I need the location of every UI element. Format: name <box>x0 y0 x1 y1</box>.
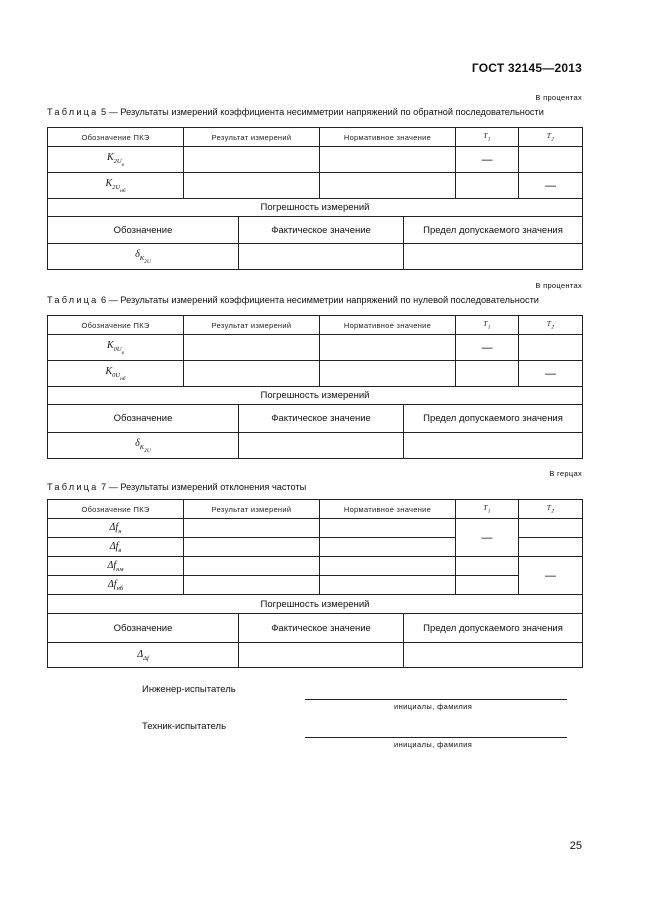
table5-head-t2: $T_2$ <box>519 128 583 147</box>
table7-t1-cell <box>456 576 519 595</box>
table5-error-head-limit: Предел допускаемого значения <box>404 217 583 244</box>
table5-t2-cell: — <box>519 173 583 199</box>
technician-signature-line[interactable] <box>305 737 567 738</box>
table6 <box>47 315 583 405</box>
table7-normative-cell[interactable] <box>320 576 456 595</box>
table6-error-head-designation: Обозначение <box>48 405 239 433</box>
table7-normative-cell[interactable] <box>320 538 456 557</box>
table5-result-cell[interactable] <box>184 147 320 173</box>
table7-head-result: Результат измерений <box>184 500 320 519</box>
engineer-signature-hint: инициалы, фамилия <box>394 702 473 711</box>
table5-symbol-cell: $K_{2U_в}$ <box>48 147 184 173</box>
table5-error-table <box>47 216 583 270</box>
engineer-signature-line[interactable] <box>305 699 567 700</box>
table7-result-cell[interactable] <box>184 576 320 595</box>
table5-error-limit-cell[interactable] <box>404 244 583 270</box>
table7-error-head-actual: Фактическое значение <box>239 614 404 643</box>
table5-symbol-cell: $K_{2U_{нб}}$ <box>48 173 184 199</box>
table7-caption-text: 7 — Результаты измерений отклонения частоты <box>98 482 307 492</box>
table6-caption-label: Таблица <box>47 295 99 305</box>
table7-unit: В герцах <box>549 469 582 478</box>
table5-t2-cell <box>519 147 583 173</box>
table-row <box>48 147 583 173</box>
table6-result-cell[interactable] <box>184 335 320 361</box>
table6-error-limit-cell[interactable] <box>404 433 583 459</box>
table6-symbol-cell: $K_{0U_{нб}}$ <box>48 361 184 387</box>
table6-caption <box>47 295 539 305</box>
table7-error-symbol: $\Delta_{\Delta f}$ <box>48 643 239 668</box>
table6-normative-cell[interactable] <box>320 361 456 387</box>
table7-head-t2: $T_2$ <box>519 500 583 519</box>
table-row <box>48 643 583 668</box>
table6-t1-cell: — <box>456 335 519 361</box>
table5-error-actual-cell[interactable] <box>239 244 404 270</box>
table6-normative-cell[interactable] <box>320 335 456 361</box>
table7-symbol-cell: $\Delta f_{нб}$ <box>48 576 184 595</box>
table7-error-actual-cell[interactable] <box>239 643 404 668</box>
table7-caption <box>47 482 306 492</box>
table7-normative-cell[interactable] <box>320 557 456 576</box>
table7-t2-cell <box>519 519 583 538</box>
table6-error-symbol: $\delta_{K_{2U}}$ <box>48 433 239 459</box>
table7-t2-cell <box>519 538 583 557</box>
table6-caption-text: 6 — Результаты измерений коэффициента несимметрии напряжений по нулевой последовательности <box>98 295 539 305</box>
table7-symbol-cell: $\Delta f_в$ <box>48 538 184 557</box>
table6-error-title: Погрешность измерений <box>48 387 583 405</box>
technician-label: Техник-испытатель <box>142 721 227 732</box>
table6-t1-cell <box>456 361 519 387</box>
table6-error-actual-cell[interactable] <box>239 433 404 459</box>
table-row <box>48 557 583 576</box>
table5-t1-cell <box>456 173 519 199</box>
table7-caption-label: Таблица <box>47 482 99 492</box>
table6-error-head-limit: Предел допускаемого значения <box>404 405 583 433</box>
table7-result-cell[interactable] <box>184 538 320 557</box>
table5-caption <box>47 107 544 117</box>
table7-t1-merged-cell: — <box>456 519 519 557</box>
table7-error-limit-cell[interactable] <box>404 643 583 668</box>
table7-head-normative: Нормативное значение <box>320 500 456 519</box>
table7-head-t1: $T_1$ <box>456 500 519 519</box>
table5 <box>47 127 583 217</box>
table5-normative-cell[interactable] <box>320 147 456 173</box>
table6-error-head-actual: Фактическое значение <box>239 405 404 433</box>
table7-symbol-cell: $\Delta f_н$ <box>48 519 184 538</box>
table6-error-table <box>47 404 583 459</box>
table-row <box>48 576 583 595</box>
table7-t1-cell <box>456 557 519 576</box>
table7-error-head-limit: Предел допускаемого значения <box>404 614 583 643</box>
table7 <box>47 499 583 614</box>
table7-error-title: Погрешность измерений <box>48 595 583 614</box>
technician-signature-hint: инициалы, фамилия <box>394 740 473 749</box>
table5-head-normative: Нормативное значение <box>320 128 456 147</box>
table5-error-title: Погрешность измерений <box>48 199 583 217</box>
table-row <box>48 361 583 387</box>
table7-head-designation: Обозначение ПКЭ <box>48 500 184 519</box>
table6-t2-cell: — <box>519 361 583 387</box>
engineer-label: Инженер-испытатель <box>142 684 236 695</box>
table7-result-cell[interactable] <box>184 557 320 576</box>
table7-t2-merged-cell: — <box>519 557 583 595</box>
table-row <box>48 519 583 538</box>
table6-head-normative: Нормативное значение <box>320 316 456 335</box>
table6-result-cell[interactable] <box>184 361 320 387</box>
table5-caption-text: 5 — Результаты измерений коэффициента несимметрии напряжений по обратной последовательности <box>98 107 544 117</box>
table5-t1-cell: — <box>456 147 519 173</box>
table6-unit: В процентах <box>535 281 582 290</box>
table5-error-head-designation: Обозначение <box>48 217 239 244</box>
table5-normative-cell[interactable] <box>320 173 456 199</box>
document-title: ГОСТ 32145—2013 <box>471 61 582 75</box>
table5-head-designation: Обозначение ПКЭ <box>48 128 184 147</box>
table-row <box>48 433 583 459</box>
table5-caption-label: Таблица <box>47 107 99 117</box>
table5-unit: В процентах <box>535 93 582 102</box>
table-row <box>48 244 583 270</box>
table5-head-t1: $T_1$ <box>456 128 519 147</box>
table-row <box>48 173 583 199</box>
table7-symbol-cell: $\Delta f_{нм}$ <box>48 557 184 576</box>
table6-symbol-cell: $K_{0U_в}$ <box>48 335 184 361</box>
table6-head-t1: $T_1$ <box>456 316 519 335</box>
table6-head-t2: $T_2$ <box>519 316 583 335</box>
table6-head-result: Результат измерений <box>184 316 320 335</box>
table5-error-head-actual: Фактическое значение <box>239 217 404 244</box>
table7-result-cell[interactable] <box>184 519 320 538</box>
table6-head-designation: Обозначение ПКЭ <box>48 316 184 335</box>
table5-result-cell[interactable] <box>184 173 320 199</box>
table7-normative-cell[interactable] <box>320 519 456 538</box>
table7-error-table <box>47 613 583 668</box>
table5-head-result: Результат измерений <box>184 128 320 147</box>
table-row <box>48 335 583 361</box>
table7-error-head-designation: Обозначение <box>48 614 239 643</box>
page-number: 25 <box>569 840 582 852</box>
table5-error-symbol: $\delta_{K_{2U}}$ <box>48 244 239 270</box>
table6-t2-cell <box>519 335 583 361</box>
